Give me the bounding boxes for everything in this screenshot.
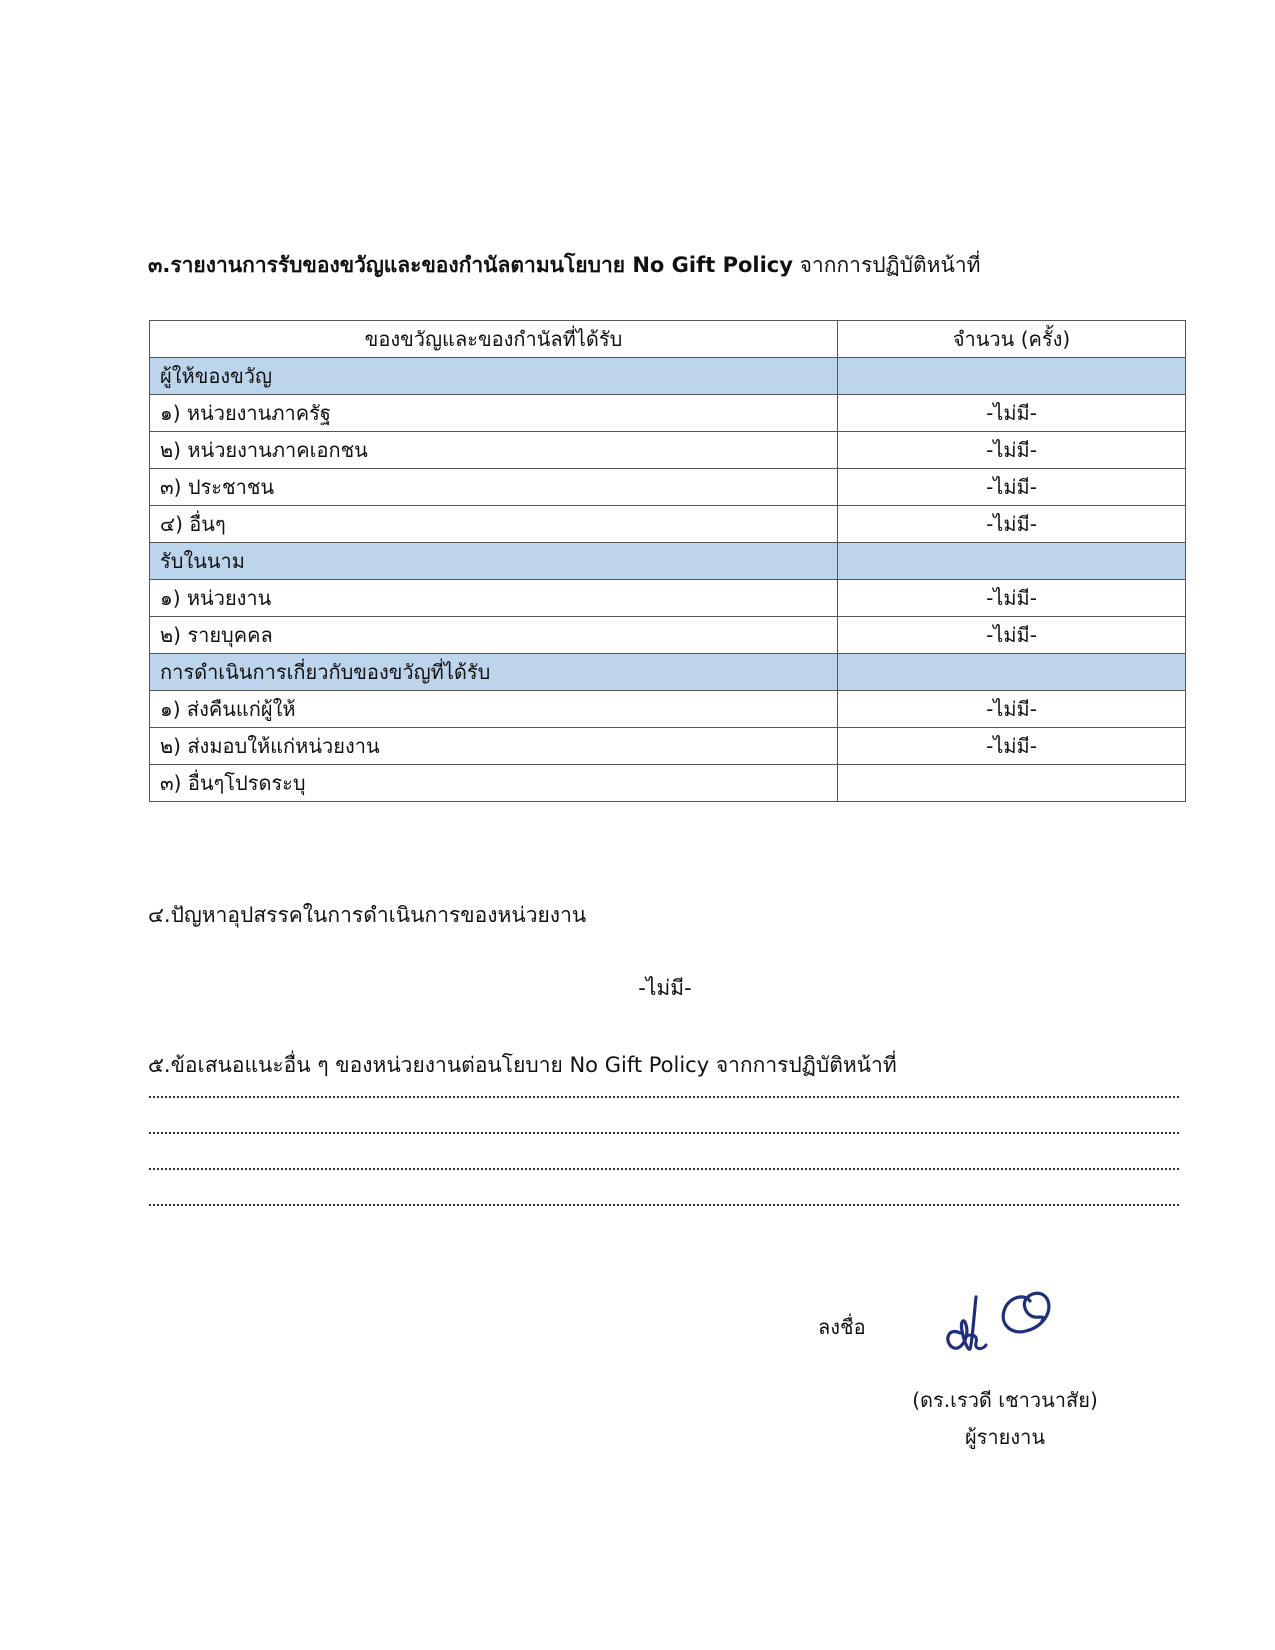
row-value: -ไม่มี- bbox=[838, 617, 1186, 654]
row-label: ๓) ประชาชน bbox=[150, 469, 838, 506]
table-row bbox=[150, 506, 1186, 543]
header-gift-item: ของขวัญและของกำนัลที่ได้รับ bbox=[150, 321, 838, 358]
row-value: -ไม่มี- bbox=[838, 691, 1186, 728]
section-3-title-suffix: จากการปฏิบัติหน้าที่ bbox=[792, 253, 981, 277]
section-3-heading bbox=[148, 250, 980, 280]
section-4-title: ๔.ปัญหาอุปสรรคในการดำเนินการของหน่วยงาน bbox=[148, 903, 587, 927]
reporter-name: (ดร.เรวดี เชาวนาสัย) bbox=[912, 1388, 1098, 1412]
row-value bbox=[838, 765, 1186, 802]
row-label: ๒) หน่วยงานภาคเอกชน bbox=[150, 432, 838, 469]
table-row bbox=[150, 691, 1186, 728]
row-value: -ไม่มี- bbox=[838, 728, 1186, 765]
row-label: ๒) ส่งมอบให้แก่หน่วยงาน bbox=[150, 728, 838, 765]
row-label: ๑) ส่งคืนแก่ผู้ให้ bbox=[150, 691, 838, 728]
row-value: -ไม่มี- bbox=[838, 432, 1186, 469]
row-value: -ไม่มี- bbox=[838, 395, 1186, 432]
signature-label: ลงชื่อ bbox=[818, 1315, 866, 1339]
row-label: ๓) อื่นๆโปรดระบุ bbox=[150, 765, 838, 802]
row-label: ๔) อื่นๆ bbox=[150, 506, 838, 543]
dotted-answer-line bbox=[149, 1162, 1179, 1170]
gift-report-table bbox=[149, 320, 1186, 802]
row-value bbox=[838, 358, 1186, 395]
table-row bbox=[150, 432, 1186, 469]
section-3-title: ๓.รายงานการรับของขวัญและของกำนัลตามนโยบาย No Gift Policy bbox=[148, 253, 793, 277]
table-section-row bbox=[150, 358, 1186, 395]
table-section-row bbox=[150, 654, 1186, 691]
row-value bbox=[838, 543, 1186, 580]
row-label: ผู้ให้ของขวัญ bbox=[150, 358, 838, 395]
dotted-answer-line bbox=[149, 1198, 1179, 1206]
row-label: การดำเนินการเกี่ยวกับของขวัญที่ได้รับ bbox=[150, 654, 838, 691]
row-value: -ไม่มี- bbox=[838, 506, 1186, 543]
table-row bbox=[150, 395, 1186, 432]
row-label: ๑) หน่วยงาน bbox=[150, 580, 838, 617]
reporter-role: ผู้รายงาน bbox=[964, 1425, 1046, 1449]
row-value: -ไม่มี- bbox=[838, 469, 1186, 506]
handwritten-signature bbox=[930, 1275, 1070, 1355]
header-count: จำนวน (ครั้ง) bbox=[838, 321, 1186, 358]
table-row bbox=[150, 580, 1186, 617]
table-row bbox=[150, 469, 1186, 506]
table-section-row bbox=[150, 543, 1186, 580]
row-label: ๑) หน่วยงานภาครัฐ bbox=[150, 395, 838, 432]
row-value bbox=[838, 654, 1186, 691]
row-label: รับในนาม bbox=[150, 543, 838, 580]
dotted-answer-line bbox=[149, 1090, 1179, 1098]
row-label: ๒) รายบุคคล bbox=[150, 617, 838, 654]
section-4-answer: -ไม่มี- bbox=[638, 976, 692, 1000]
section-5-title: ๕.ข้อเสนอแนะอื่น ๆ ของหน่วยงานต่อนโยบาย No Gift Policy จากการปฏิบัติหน้าที่ bbox=[148, 1053, 897, 1077]
table-row bbox=[150, 617, 1186, 654]
dotted-answer-line bbox=[149, 1126, 1179, 1134]
table-row bbox=[150, 728, 1186, 765]
row-value: -ไม่มี- bbox=[838, 580, 1186, 617]
table-row bbox=[150, 765, 1186, 802]
table-header-row bbox=[150, 321, 1186, 358]
